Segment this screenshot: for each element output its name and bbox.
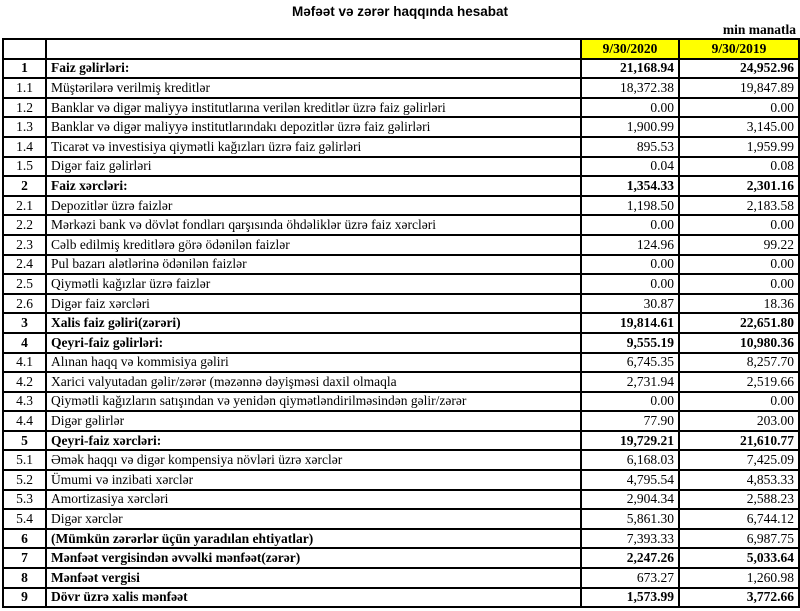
- row-value-2020: 0.04: [581, 157, 679, 177]
- row-label: Qiymətli kağızlar üzrə faizlər: [46, 274, 581, 294]
- row-value-2019: 2,183.58: [679, 196, 799, 216]
- row-value-2020: 18,372.38: [581, 78, 679, 98]
- table-row: [3, 372, 799, 392]
- row-value-2020: 2,731.94: [581, 372, 679, 392]
- table-row: [3, 235, 799, 255]
- row-label: (Mümkün zərərlər üçün yaradılan ehtiyatlar): [46, 529, 581, 549]
- row-value-2019: 22,651.80: [679, 313, 799, 333]
- row-number: 2: [3, 176, 46, 196]
- row-value-2019: 0.00: [679, 98, 799, 118]
- row-label: Mərkəzi bank və dövlət fondları qarşısında öhdəliklər üzrə faiz xərcləri: [46, 215, 581, 235]
- row-value-2019: 10,980.36: [679, 333, 799, 353]
- row-value-2019: 6,744.12: [679, 509, 799, 529]
- row-value-2020: 7,393.33: [581, 529, 679, 549]
- row-label: Mənfəət vergisindən əvvəlki mənfəət(zərər): [46, 548, 581, 568]
- row-label: Xalis faiz gəliri(zərəri): [46, 313, 581, 333]
- table-row: [3, 196, 799, 216]
- row-label: Banklar və digər maliyyə institutlarına verilən kreditlər üzrə faiz gəlirləri: [46, 98, 581, 118]
- row-value-2019: 24,952.96: [679, 59, 799, 79]
- table-row: [3, 255, 799, 275]
- row-value-2020: 0.00: [581, 215, 679, 235]
- table-row: [3, 176, 799, 196]
- row-number: 2.4: [3, 255, 46, 275]
- row-value-2020: 6,745.35: [581, 353, 679, 373]
- row-label: Pul bazarı alətlərinə ödənilən faizlər: [46, 255, 581, 275]
- row-number: 5.1: [3, 450, 46, 470]
- header-row: [3, 39, 799, 59]
- row-number: 2.6: [3, 294, 46, 314]
- row-value-2020: 21,168.94: [581, 59, 679, 79]
- row-value-2019: 0.00: [679, 215, 799, 235]
- row-label: Müştərilərə verilmiş kreditlər: [46, 78, 581, 98]
- row-value-2019: 8,257.70: [679, 353, 799, 373]
- row-number: 5.4: [3, 509, 46, 529]
- table-row: [3, 529, 799, 549]
- row-label: Ümumi və inzibati xərclər: [46, 470, 581, 490]
- table-row: [3, 137, 799, 157]
- row-label: Faiz gəlirləri:: [46, 59, 581, 79]
- table-row: [3, 490, 799, 510]
- table-row: [3, 470, 799, 490]
- row-number: 3: [3, 313, 46, 333]
- table-row: [3, 588, 799, 608]
- row-value-2020: 0.00: [581, 98, 679, 118]
- table-row: [3, 450, 799, 470]
- row-number: 8: [3, 568, 46, 588]
- row-number: 4: [3, 333, 46, 353]
- table-row: [3, 568, 799, 588]
- row-value-2019: 6,987.75: [679, 529, 799, 549]
- row-value-2020: 0.00: [581, 255, 679, 275]
- table-row: [3, 313, 799, 333]
- row-value-2020: 0.00: [581, 274, 679, 294]
- row-value-2019: 4,853.33: [679, 470, 799, 490]
- row-number: 4.4: [3, 411, 46, 431]
- row-value-2020: 0.00: [581, 392, 679, 412]
- row-number: 1.2: [3, 98, 46, 118]
- table-row: [3, 294, 799, 314]
- row-value-2019: 5,033.64: [679, 548, 799, 568]
- table-row: [3, 78, 799, 98]
- table-row: [3, 59, 799, 79]
- row-label: Digər gəlirlər: [46, 411, 581, 431]
- row-value-2019: 3,772.66: [679, 588, 799, 608]
- table-row: [3, 509, 799, 529]
- table-row: [3, 117, 799, 137]
- row-label: Ticarət və investisiya qiymətli kağızları üzrə faiz gəlirləri: [46, 137, 581, 157]
- row-value-2019: 1,260.98: [679, 568, 799, 588]
- row-number: 4.3: [3, 392, 46, 412]
- row-number: 2.1: [3, 196, 46, 216]
- row-value-2020: 5,861.30: [581, 509, 679, 529]
- row-number: 2.2: [3, 215, 46, 235]
- table-row: [3, 333, 799, 353]
- col-header-2019: 9/30/2019: [679, 39, 799, 59]
- row-number: 1.1: [3, 78, 46, 98]
- row-value-2020: 9,555.19: [581, 333, 679, 353]
- row-label: Əmək haqqı və digər kompensiya növləri üzrə xərclər: [46, 450, 581, 470]
- row-label: Amortizasiya xərcləri: [46, 490, 581, 510]
- unit-note: min manatla: [722, 22, 796, 37]
- table-body: [3, 59, 799, 608]
- table-header: [3, 39, 799, 59]
- row-label: Qeyri-faiz xərcləri:: [46, 431, 581, 451]
- table-row: [3, 353, 799, 373]
- row-value-2019: 0.00: [679, 392, 799, 412]
- table-row: [3, 392, 799, 412]
- table-row: [3, 98, 799, 118]
- row-value-2019: 18.36: [679, 294, 799, 314]
- row-label: Faiz xərcləri:: [46, 176, 581, 196]
- row-label: Dövr üzrə xalis mənfəət: [46, 588, 581, 608]
- row-value-2019: 3,145.00: [679, 117, 799, 137]
- col-header-2020: 9/30/2020: [581, 39, 679, 59]
- row-value-2019: 0.00: [679, 255, 799, 275]
- row-value-2020: 19,729.21: [581, 431, 679, 451]
- row-label: Digər faiz xərcləri: [46, 294, 581, 314]
- row-value-2019: 0.00: [679, 274, 799, 294]
- row-label: Digər xərclər: [46, 509, 581, 529]
- row-number: 5: [3, 431, 46, 451]
- row-number: 1.3: [3, 117, 46, 137]
- table-row: [3, 548, 799, 568]
- row-value-2019: 7,425.09: [679, 450, 799, 470]
- table-row: [3, 157, 799, 177]
- corner-cell-number: [3, 39, 46, 59]
- row-value-2019: 1,959.99: [679, 137, 799, 157]
- row-label: Xarici valyutadan gəlir/zərər (məzənnə dəyişməsi daxil olmaqla: [46, 372, 581, 392]
- row-label: Digər faiz gəlirləri: [46, 157, 581, 177]
- row-value-2020: 124.96: [581, 235, 679, 255]
- row-number: 2.3: [3, 235, 46, 255]
- row-label: Banklar və digər maliyyə institutlarındakı depozitlər üzrə faiz gəlirləri: [46, 117, 581, 137]
- row-value-2019: 2,588.23: [679, 490, 799, 510]
- corner-cell-label: [46, 39, 581, 59]
- row-label: Alınan haqq və kommisiya gəliri: [46, 353, 581, 373]
- row-number: 1: [3, 59, 46, 79]
- row-value-2020: 2,247.26: [581, 548, 679, 568]
- row-value-2020: 673.27: [581, 568, 679, 588]
- row-value-2020: 19,814.61: [581, 313, 679, 333]
- row-value-2019: 0.08: [679, 157, 799, 177]
- table-row: [3, 411, 799, 431]
- row-number: 1.5: [3, 157, 46, 177]
- row-number: 2.5: [3, 274, 46, 294]
- row-value-2019: 19,847.89: [679, 78, 799, 98]
- row-value-2019: 2,519.66: [679, 372, 799, 392]
- row-value-2019: 203.00: [679, 411, 799, 431]
- table-row: [3, 431, 799, 451]
- row-value-2019: 2,301.16: [679, 176, 799, 196]
- row-number: 5.2: [3, 470, 46, 490]
- row-value-2020: 1,198.50: [581, 196, 679, 216]
- row-value-2020: 4,795.54: [581, 470, 679, 490]
- row-value-2019: 99.22: [679, 235, 799, 255]
- row-label: Cəlb edilmiş kreditlərə görə ödənilən faizlər: [46, 235, 581, 255]
- row-value-2020: 77.90: [581, 411, 679, 431]
- row-number: 5.3: [3, 490, 46, 510]
- row-value-2020: 6,168.03: [581, 450, 679, 470]
- row-value-2020: 895.53: [581, 137, 679, 157]
- row-value-2020: 1,354.33: [581, 176, 679, 196]
- income-statement-table: [2, 38, 800, 608]
- row-number: 1.4: [3, 137, 46, 157]
- row-number: 9: [3, 588, 46, 608]
- row-value-2020: 30.87: [581, 294, 679, 314]
- row-label: Depozitlər üzrə faizlər: [46, 196, 581, 216]
- row-value-2020: 1,900.99: [581, 117, 679, 137]
- row-number: 7: [3, 548, 46, 568]
- table-row: [3, 215, 799, 235]
- row-label: Qiymətli kağızların satışından və yenidən qiymətləndirilməsindən gəlir/zərər: [46, 392, 581, 412]
- row-number: 6: [3, 529, 46, 549]
- page-title: Məfəət və zərər haqqında hesabat: [291, 4, 509, 19]
- table-row: [3, 274, 799, 294]
- row-number: 4.1: [3, 353, 46, 373]
- row-value-2019: 21,610.77: [679, 431, 799, 451]
- row-number: 4.2: [3, 372, 46, 392]
- row-label: Qeyri-faiz gəlirləri:: [46, 333, 581, 353]
- row-value-2020: 2,904.34: [581, 490, 679, 510]
- row-label: Mənfəət vergisi: [46, 568, 581, 588]
- row-value-2020: 1,573.99: [581, 588, 679, 608]
